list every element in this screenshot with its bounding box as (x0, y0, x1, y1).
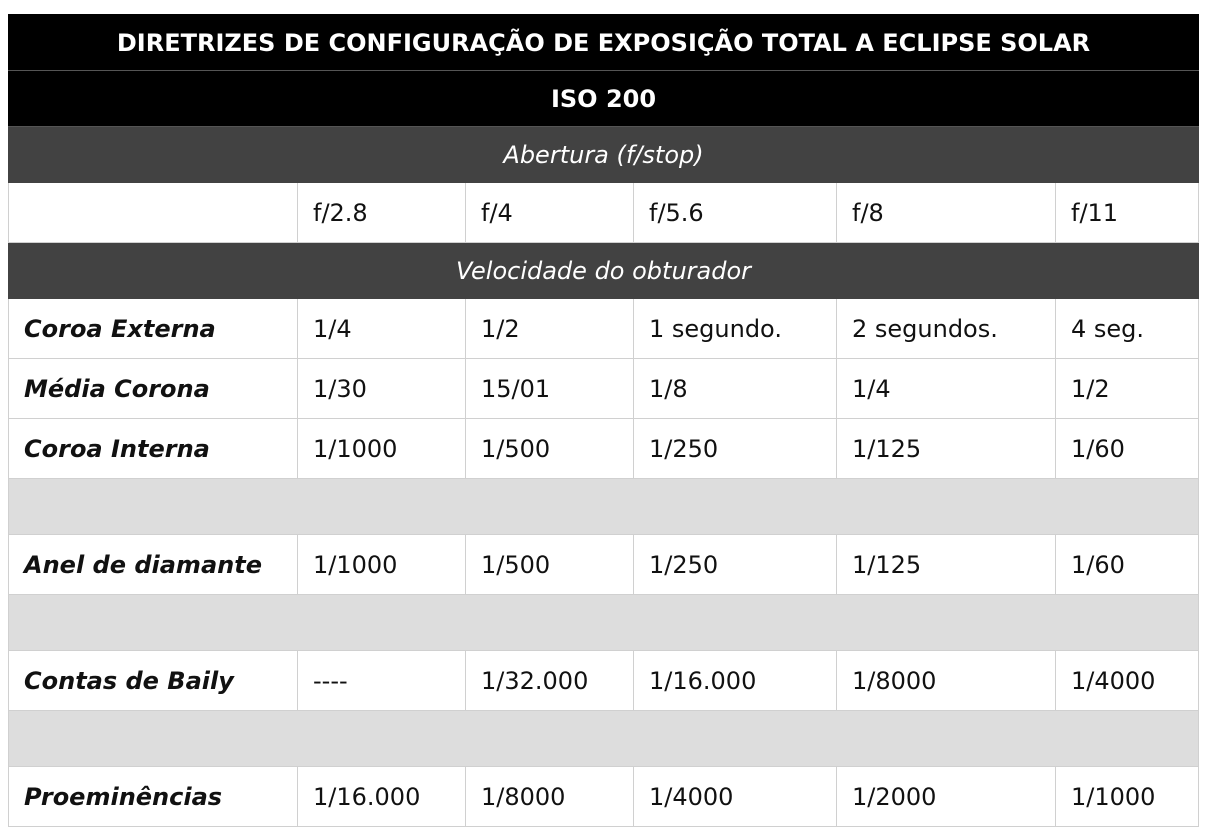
aperture-header: Abertura (f/stop) (9, 127, 1199, 183)
table-cell: 1/4000 (634, 767, 837, 827)
table-cell: 1/500 (466, 535, 634, 595)
spacer-row (9, 479, 1199, 535)
fstop-cell: f/8 (837, 183, 1056, 243)
table-cell: 1/8000 (837, 651, 1056, 711)
table-cell: 15/01 (466, 359, 634, 419)
table-row (9, 535, 1199, 595)
table-cell: 1/60 (1056, 535, 1199, 595)
table-cell: 1/60 (1056, 419, 1199, 479)
spacer-cell (9, 595, 1199, 651)
table-cell: ---- (298, 651, 466, 711)
table-row (9, 767, 1199, 827)
table-cell: 1/2 (1056, 359, 1199, 419)
table-cell: 1/500 (466, 419, 634, 479)
table-cell: 1/8000 (466, 767, 634, 827)
spacer-row (9, 595, 1199, 651)
table-row (9, 299, 1199, 359)
table-cell: 1/125 (837, 535, 1056, 595)
row-label: Coroa Interna (9, 419, 298, 479)
table-cell: 1/250 (634, 419, 837, 479)
table-cell: 1/250 (634, 535, 837, 595)
aperture-header-row (9, 127, 1199, 183)
table-cell: 1/32.000 (466, 651, 634, 711)
row-label: Anel de diamante (9, 535, 298, 595)
title-row (9, 15, 1199, 71)
table-title: DIRETRIZES DE CONFIGURAÇÃO DE EXPOSIÇÃO TOTAL A ECLIPSE SOLAR (9, 15, 1199, 71)
iso-row (9, 71, 1199, 127)
table-cell: 1/30 (298, 359, 466, 419)
exposure-table-container (8, 14, 1198, 827)
table-cell: 1/1000 (298, 419, 466, 479)
table-row (9, 419, 1199, 479)
table-row (9, 359, 1199, 419)
shutter-header: Velocidade do obturador (9, 243, 1199, 299)
table-cell: 1/1000 (1056, 767, 1199, 827)
table-row (9, 651, 1199, 711)
spacer-row (9, 711, 1199, 767)
table-cell: 1 segundo. (634, 299, 837, 359)
shutter-header-row (9, 243, 1199, 299)
row-label: Média Corona (9, 359, 298, 419)
fstop-cell: f/4 (466, 183, 634, 243)
exposure-table (8, 14, 1199, 827)
fstop-row (9, 183, 1199, 243)
fstop-corner-cell (9, 183, 298, 243)
table-cell: 1/8 (634, 359, 837, 419)
table-cell: 1/16.000 (298, 767, 466, 827)
table-cell: 2 segundos. (837, 299, 1056, 359)
table-cell: 1/125 (837, 419, 1056, 479)
fstop-cell: f/11 (1056, 183, 1199, 243)
table-cell: 1/2 (466, 299, 634, 359)
table-cell: 1/4000 (1056, 651, 1199, 711)
table-cell: 1/2000 (837, 767, 1056, 827)
fstop-cell: f/2.8 (298, 183, 466, 243)
spacer-cell (9, 711, 1199, 767)
spacer-cell (9, 479, 1199, 535)
iso-label: ISO 200 (9, 71, 1199, 127)
row-label: Contas de Baily (9, 651, 298, 711)
fstop-cell: f/5.6 (634, 183, 837, 243)
table-cell: 1/16.000 (634, 651, 837, 711)
row-label: Coroa Externa (9, 299, 298, 359)
table-cell: 1/4 (837, 359, 1056, 419)
table-cell: 1/4 (298, 299, 466, 359)
row-label: Proeminências (9, 767, 298, 827)
table-cell: 1/1000 (298, 535, 466, 595)
table-cell: 4 seg. (1056, 299, 1199, 359)
